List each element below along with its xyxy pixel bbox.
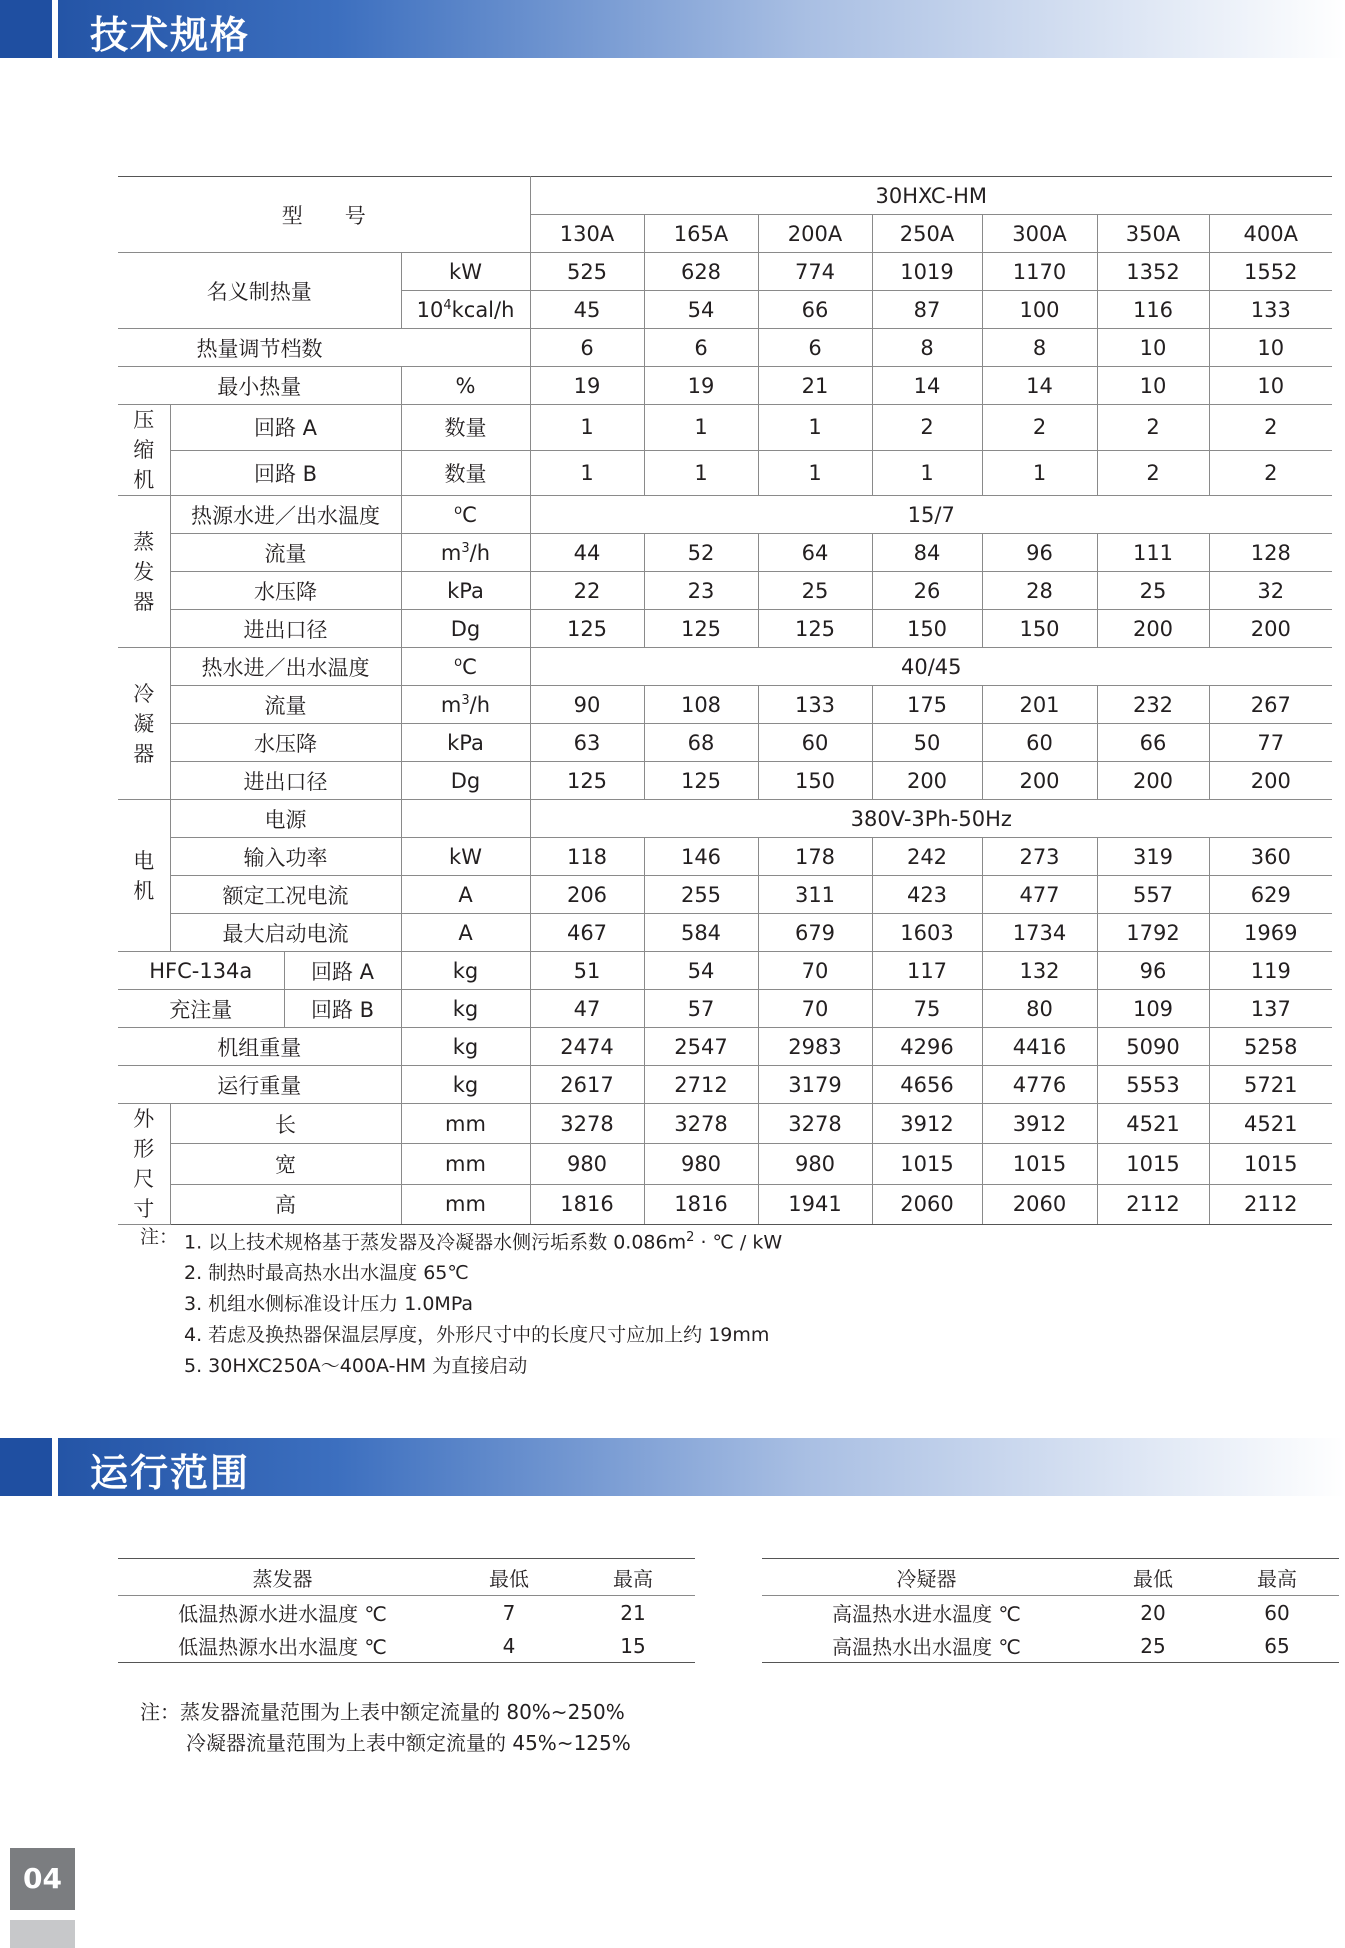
unit-cell: $m^3/h$	[401, 686, 530, 724]
value-cell: 20	[1140, 1600, 1166, 1625]
unit-cell: Dg	[401, 762, 530, 800]
value-cell: 1	[982, 450, 1097, 496]
value-cell: 1734	[982, 914, 1097, 952]
unit-cell: mm	[401, 1104, 530, 1144]
table-row	[118, 177, 1332, 215]
value-cell: 25	[1097, 572, 1209, 610]
value-cell: 54	[644, 291, 758, 329]
row-label: 进出口径	[170, 610, 401, 648]
row-label: 输入功率	[170, 838, 401, 876]
value-cell: 628	[644, 253, 758, 291]
header-cell: 最低	[1091, 1559, 1215, 1596]
value-cell: 1	[530, 450, 644, 496]
table-row	[762, 1596, 1339, 1630]
value-cell: 146	[644, 838, 758, 876]
value-cell: 150	[758, 762, 872, 800]
value-cell: 467	[530, 914, 644, 952]
group-label: 蒸 发 器	[118, 496, 170, 648]
value-cell: 1969	[1209, 914, 1332, 952]
value-cell: 1941	[758, 1184, 872, 1224]
value-cell: 1	[872, 450, 982, 496]
value-cell: 125	[530, 610, 644, 648]
unit-cell: 数量	[401, 405, 530, 451]
value-cell: 15	[571, 1629, 695, 1663]
value-cell: 2	[872, 405, 982, 451]
value-cell: 22	[530, 572, 644, 610]
section-banner-specs	[0, 0, 1345, 58]
value-cell: 200	[982, 762, 1097, 800]
value-cell: 119	[1209, 952, 1332, 990]
value-cell: 150	[982, 610, 1097, 648]
table-row	[118, 1066, 1332, 1104]
value-cell: 267	[1209, 686, 1332, 724]
value-cell: 10	[1209, 329, 1332, 367]
value-cell: 1603	[872, 914, 982, 952]
model-column: 400A	[1209, 215, 1332, 253]
unit-cell: kW	[401, 838, 530, 876]
value-cell: 980	[758, 1144, 872, 1184]
value-cell: 1	[644, 405, 758, 451]
value-cell: 1352	[1097, 253, 1209, 291]
table-row	[118, 914, 1332, 952]
value-cell: 66	[1097, 724, 1209, 762]
value-cell: 10	[1097, 367, 1209, 405]
value-cell: 360	[1209, 838, 1332, 876]
value-cell: 200	[872, 762, 982, 800]
value-cell: 52	[644, 534, 758, 572]
value-cell: 2474	[530, 1028, 644, 1066]
value-cell: 128	[1209, 534, 1332, 572]
value-cell: 133	[1209, 291, 1332, 329]
model-column: 300A	[982, 215, 1097, 253]
value-cell: 75	[872, 990, 982, 1028]
table-row	[118, 724, 1332, 762]
value-cell: 70	[758, 990, 872, 1028]
value-cell: 51	[530, 952, 644, 990]
table-row	[118, 1596, 695, 1630]
table-row	[118, 253, 1332, 291]
value-cell: 21	[758, 367, 872, 405]
model-column: 165A	[644, 215, 758, 253]
page-footer-bar	[10, 1920, 75, 1948]
value-cell: 2	[982, 405, 1097, 451]
value-cell: 44	[530, 534, 644, 572]
value-cell: 14	[982, 367, 1097, 405]
value-cell: 980	[644, 1144, 758, 1184]
value-cell: 1552	[1209, 253, 1332, 291]
value-cell: 87	[872, 291, 982, 329]
row-label: 热源水进／出水温度	[170, 496, 401, 534]
value-cell: 60	[758, 724, 872, 762]
value-cell: 629	[1209, 876, 1332, 914]
value-cell: 23	[644, 572, 758, 610]
unit-cell: kW	[401, 253, 530, 291]
value-cell: 1015	[1209, 1144, 1332, 1184]
table-header-row	[762, 1559, 1339, 1596]
value-cell: 25	[1091, 1629, 1215, 1663]
value-cell: 557	[1097, 876, 1209, 914]
header-cell: 最低	[447, 1559, 571, 1596]
row-label: 热水进／出水温度	[170, 648, 401, 686]
value-cell: 4656	[872, 1066, 982, 1104]
value-cell: 25	[758, 572, 872, 610]
value-cell: 980	[530, 1144, 644, 1184]
value-cell: 6	[644, 329, 758, 367]
unit-cell	[401, 800, 530, 838]
group-label: 冷 凝 器	[118, 648, 170, 800]
row-label: 宽	[170, 1144, 401, 1184]
value-cell: 低温热源水进水温度 ℃	[178, 1602, 387, 1626]
value-cell: 125	[644, 762, 758, 800]
model-column: 350A	[1097, 215, 1209, 253]
table-row	[118, 405, 1332, 451]
value-cell: 1015	[1097, 1144, 1209, 1184]
row-label: 水压降	[170, 724, 401, 762]
row-label: 最大启动电流	[170, 914, 401, 952]
evaporator-range-table	[118, 1558, 695, 1663]
value-cell: 2112	[1209, 1184, 1332, 1224]
table-row	[118, 990, 1332, 1028]
value-cell: 3912	[982, 1104, 1097, 1144]
row-label: 回路 B	[170, 450, 401, 496]
value-cell: 2712	[644, 1066, 758, 1104]
condenser-range-table	[762, 1558, 1339, 1663]
value-cell: 3278	[644, 1104, 758, 1144]
row-label: 名义制热量	[118, 253, 401, 329]
value-cell: 109	[1097, 990, 1209, 1028]
value-cell: 200	[1097, 610, 1209, 648]
value-cell: 201	[982, 686, 1097, 724]
value-cell: 5090	[1097, 1028, 1209, 1066]
unit-cell: mm	[401, 1184, 530, 1224]
refrigerant-label: HFC-134a	[118, 952, 284, 990]
value-cell: 21	[620, 1600, 646, 1625]
table-row	[118, 572, 1332, 610]
row-label: 额定工况电流	[170, 876, 401, 914]
value-cell: 50	[872, 724, 982, 762]
value-cell: 90	[530, 686, 644, 724]
value-cell: 525	[530, 253, 644, 291]
value-cell: 3278	[530, 1104, 644, 1144]
value-cell: 137	[1209, 990, 1332, 1028]
value-cell: 28	[982, 572, 1097, 610]
model-column: 200A	[758, 215, 872, 253]
unit-cell: kg	[401, 1066, 530, 1104]
table-row	[118, 1104, 1332, 1144]
unit-cell: A	[401, 914, 530, 952]
table-row	[118, 610, 1332, 648]
value-cell: 2	[1209, 450, 1332, 496]
value-cell: 200	[1097, 762, 1209, 800]
value-cell: 96	[1097, 952, 1209, 990]
row-label: 热量调节档数	[118, 329, 401, 367]
flow-range-note: 注：蒸发器流量范围为上表中额定流量的 80%~250% 冷凝器流量范围为上表中额定流量的 45%~125%	[140, 1700, 631, 1755]
refrigerant-label: 充注量	[118, 990, 284, 1028]
value-cell: 133	[758, 686, 872, 724]
value-cell: 64	[758, 534, 872, 572]
value-cell: 108	[644, 686, 758, 724]
value-cell: 125	[644, 610, 758, 648]
value-cell: 200	[1209, 610, 1332, 648]
value-cell: 2060	[872, 1184, 982, 1224]
unit-cell: mm	[401, 1144, 530, 1184]
value-cell: 66	[758, 291, 872, 329]
unit-cell: %	[401, 367, 530, 405]
value-cell: 116	[1097, 291, 1209, 329]
unit-cell: $10^4kcal/h$	[401, 291, 530, 329]
table-header-row	[118, 1559, 695, 1596]
value-cell: 60	[1264, 1600, 1290, 1625]
value-cell: 54	[644, 952, 758, 990]
value-cell: 1792	[1097, 914, 1209, 952]
value-cell: 2	[1097, 450, 1209, 496]
row-label: 回路 A	[284, 952, 401, 990]
value-cell: 232	[1097, 686, 1209, 724]
model-label: 型 号	[118, 177, 530, 253]
value-cell: 65	[1215, 1629, 1339, 1663]
page-number: 04	[10, 1848, 75, 1910]
model-series: 30HXC-HM	[530, 177, 1332, 215]
header-cell: 蒸发器	[118, 1559, 447, 1596]
value-cell: 206	[530, 876, 644, 914]
value-cell: 132	[982, 952, 1097, 990]
spec-notes: 注： 1. 以上技术规格基于蒸发器及冷凝器水侧污垢系数 $0.086m^2$ · ℃ / kW 2. 制热时最高热水出水温度 65℃ 3. 机组水侧标准设计压力 1.0MPa 4. 若虑及换热器保温层厚度，外形尺寸中的长度尺寸应加上约 19mm 5. 30HXC250A～400A-HM 为直接启动	[140, 1226, 783, 1378]
table-row	[118, 800, 1332, 838]
value-cell: 60	[982, 724, 1097, 762]
value-cell: 2112	[1097, 1184, 1209, 1224]
value-cell: 高温热水出水温度 ℃	[762, 1629, 1091, 1663]
value-cell: 1	[758, 450, 872, 496]
row-label: 流量	[170, 534, 401, 572]
value-cell: 255	[644, 876, 758, 914]
value-cell: 2617	[530, 1066, 644, 1104]
unit-cell: kg	[401, 990, 530, 1028]
row-label: 回路 B	[284, 990, 401, 1028]
value-cell: 4521	[1097, 1104, 1209, 1144]
value-cell: 2060	[982, 1184, 1097, 1224]
unit-cell: Dg	[401, 610, 530, 648]
value-cell: 477	[982, 876, 1097, 914]
merged-value: 40/45	[530, 648, 1332, 686]
value-cell: 125	[530, 762, 644, 800]
value-cell: 111	[1097, 534, 1209, 572]
value-cell: 5553	[1097, 1066, 1209, 1104]
unit-cell: $m^3/h$	[401, 534, 530, 572]
merged-value: 15/7	[530, 496, 1332, 534]
value-cell: 6	[758, 329, 872, 367]
value-cell: 47	[530, 990, 644, 1028]
row-label: 机组重量	[118, 1028, 401, 1066]
value-cell: 19	[644, 367, 758, 405]
value-cell: 19	[530, 367, 644, 405]
value-cell: 1	[758, 405, 872, 451]
spec-table	[118, 176, 1332, 1225]
group-label: 压 缩 机	[118, 405, 170, 496]
row-label: 运行重量	[118, 1066, 401, 1104]
value-cell: 273	[982, 838, 1097, 876]
unit-cell: A	[401, 876, 530, 914]
value-cell: 423	[872, 876, 982, 914]
table-row	[118, 367, 1332, 405]
value-cell: 125	[758, 610, 872, 648]
value-cell: 高温热水进水温度 ℃	[832, 1602, 1021, 1626]
value-cell: 242	[872, 838, 982, 876]
value-cell: 26	[872, 572, 982, 610]
header-cell: 最高	[571, 1559, 695, 1596]
unit-cell: $^o$C	[401, 496, 530, 534]
value-cell: 1170	[982, 253, 1097, 291]
section-banner-operation	[0, 1438, 1345, 1496]
value-cell: 3179	[758, 1066, 872, 1104]
value-cell: 10	[1209, 367, 1332, 405]
value-cell: 774	[758, 253, 872, 291]
unit-cell: 数量	[401, 450, 530, 496]
section-title-operation: 运行范围	[90, 1451, 251, 1495]
value-cell: 68	[644, 724, 758, 762]
value-cell: 4	[447, 1629, 571, 1663]
value-cell: 2	[1097, 405, 1209, 451]
value-cell: 32	[1209, 572, 1332, 610]
value-cell: 8	[982, 329, 1097, 367]
value-cell: 2983	[758, 1028, 872, 1066]
unit-cell: kPa	[401, 572, 530, 610]
value-cell: 1816	[644, 1184, 758, 1224]
value-cell: 100	[982, 291, 1097, 329]
table-row	[118, 1144, 1332, 1184]
value-cell: 2547	[644, 1028, 758, 1066]
group-label: 外 形 尺 寸	[118, 1104, 170, 1225]
value-cell: 8	[872, 329, 982, 367]
value-cell: 4776	[982, 1066, 1097, 1104]
value-cell: 4416	[982, 1028, 1097, 1066]
value-cell: 1	[644, 450, 758, 496]
table-row	[118, 1629, 695, 1663]
table-row	[118, 648, 1332, 686]
table-row	[118, 534, 1332, 572]
unit-cell	[401, 329, 530, 367]
value-cell: 63	[530, 724, 644, 762]
merged-value: 380V-3Ph-50Hz	[530, 800, 1332, 838]
row-label: 电源	[170, 800, 401, 838]
value-cell: 5258	[1209, 1028, 1332, 1066]
value-cell: 584	[644, 914, 758, 952]
table-row	[118, 838, 1332, 876]
value-cell: 70	[758, 952, 872, 990]
value-cell: 178	[758, 838, 872, 876]
row-label: 流量	[170, 686, 401, 724]
value-cell: 1015	[872, 1144, 982, 1184]
model-column: 130A	[530, 215, 644, 253]
row-label: 回路 A	[170, 405, 401, 451]
value-cell: 低温热源水出水温度 ℃	[118, 1629, 447, 1663]
value-cell: 150	[872, 610, 982, 648]
value-cell: 84	[872, 534, 982, 572]
value-cell: 200	[1209, 762, 1332, 800]
value-cell: 1019	[872, 253, 982, 291]
value-cell: 14	[872, 367, 982, 405]
row-label: 最小热量	[118, 367, 401, 405]
unit-cell: kPa	[401, 724, 530, 762]
section-title-specs: 技术规格	[90, 13, 251, 57]
value-cell: 45	[530, 291, 644, 329]
value-cell: 96	[982, 534, 1097, 572]
table-row	[762, 1629, 1339, 1663]
value-cell: 77	[1209, 724, 1332, 762]
table-row	[118, 762, 1332, 800]
value-cell: 7	[502, 1600, 516, 1625]
table-row	[118, 450, 1332, 496]
value-cell: 4296	[872, 1028, 982, 1066]
table-row	[118, 496, 1332, 534]
value-cell: 2	[1209, 405, 1332, 451]
value-cell: 80	[982, 990, 1097, 1028]
table-row	[118, 1184, 1332, 1224]
value-cell: 10	[1097, 329, 1209, 367]
value-cell: 5721	[1209, 1066, 1332, 1104]
value-cell: 319	[1097, 838, 1209, 876]
row-label: 进出口径	[170, 762, 401, 800]
model-column: 250A	[872, 215, 982, 253]
table-row	[118, 686, 1332, 724]
table-row	[118, 952, 1332, 990]
unit-cell: kg	[401, 952, 530, 990]
row-label: 长	[170, 1104, 401, 1144]
value-cell: 57	[644, 990, 758, 1028]
row-label: 水压降	[170, 572, 401, 610]
table-row	[118, 1028, 1332, 1066]
value-cell: 311	[758, 876, 872, 914]
value-cell: 1015	[982, 1144, 1097, 1184]
value-cell: 118	[530, 838, 644, 876]
table-row	[118, 876, 1332, 914]
row-label: 高	[170, 1184, 401, 1224]
unit-cell: $^o$C	[401, 648, 530, 686]
value-cell: 117	[872, 952, 982, 990]
value-cell: 679	[758, 914, 872, 952]
table-row	[118, 329, 1332, 367]
group-label: 电 机	[118, 800, 170, 952]
value-cell: 1	[530, 405, 644, 451]
value-cell: 6	[530, 329, 644, 367]
value-cell: 3278	[758, 1104, 872, 1144]
unit-cell: kg	[401, 1028, 530, 1066]
value-cell: 4521	[1209, 1104, 1332, 1144]
value-cell: 175	[872, 686, 982, 724]
header-cell: 冷疑器	[762, 1559, 1091, 1596]
value-cell: 3912	[872, 1104, 982, 1144]
value-cell: 1816	[530, 1184, 644, 1224]
header-cell: 最高	[1215, 1559, 1339, 1596]
